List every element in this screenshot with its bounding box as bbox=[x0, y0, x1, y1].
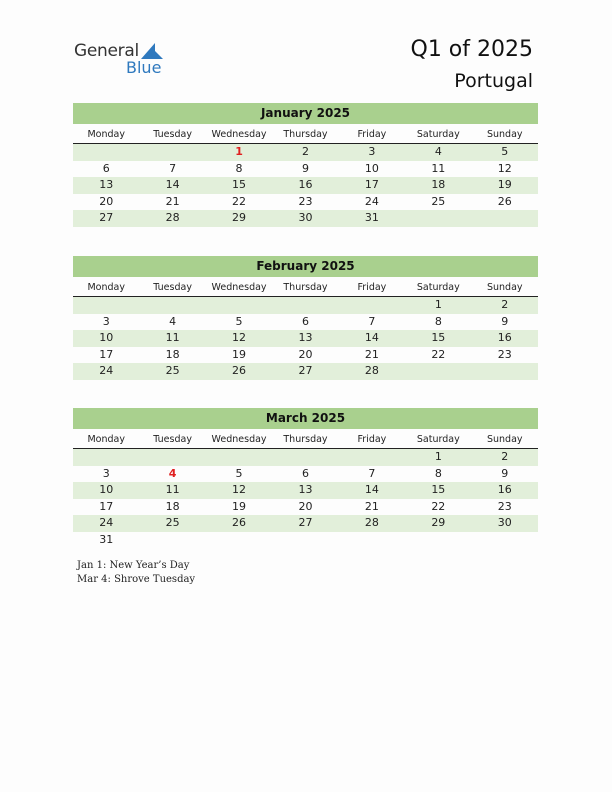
week-row bbox=[73, 532, 538, 549]
day-cell bbox=[139, 144, 205, 161]
week-row bbox=[73, 314, 538, 331]
day-cell: 10 bbox=[364, 161, 379, 175]
day-cell: 10 bbox=[99, 483, 114, 497]
day-cell: 1 bbox=[434, 298, 442, 311]
day-cell bbox=[472, 363, 538, 380]
day-cell bbox=[73, 144, 139, 161]
day-cell: 22 bbox=[431, 499, 446, 513]
day-cell bbox=[206, 449, 272, 466]
day-cell: 2 bbox=[501, 298, 509, 311]
month-title: February 2025 bbox=[73, 256, 538, 277]
day-cell bbox=[339, 449, 405, 466]
week-row bbox=[73, 194, 538, 211]
day-cell: 29 bbox=[431, 516, 446, 530]
weekday-header-row bbox=[73, 280, 538, 297]
weekday-label: Thursday bbox=[283, 434, 328, 445]
day-cell: 15 bbox=[431, 331, 446, 345]
weekday-label: Sunday bbox=[486, 129, 523, 140]
logo-text-blue: Blue bbox=[126, 58, 162, 77]
weekday-label: Monday bbox=[87, 282, 125, 293]
day-cell: 30 bbox=[298, 211, 313, 225]
weekday-label: Tuesday bbox=[153, 282, 192, 293]
month-calendar-january bbox=[73, 103, 538, 227]
day-cell bbox=[272, 532, 338, 549]
week-row bbox=[73, 161, 538, 178]
day-cell: 7 bbox=[169, 161, 177, 175]
day-cell bbox=[272, 449, 338, 466]
weekday-label: Thursday bbox=[283, 282, 328, 293]
day-cell: 17 bbox=[99, 347, 114, 361]
week-row bbox=[73, 449, 538, 466]
day-cell: 27 bbox=[99, 211, 114, 225]
day-cell: 8 bbox=[434, 314, 442, 328]
day-cell: 17 bbox=[364, 178, 379, 192]
day-cell: 21 bbox=[165, 194, 180, 208]
week-row bbox=[73, 144, 538, 161]
day-cell: 14 bbox=[364, 331, 379, 345]
week-row bbox=[73, 466, 538, 483]
day-cell: 18 bbox=[165, 499, 180, 513]
weekday-label: Thursday bbox=[283, 129, 328, 140]
day-cell: 9 bbox=[301, 161, 309, 175]
day-cell: 14 bbox=[364, 483, 379, 497]
weekday-label: Saturday bbox=[416, 282, 460, 293]
country-name: Portugal bbox=[454, 70, 533, 92]
day-cell: 11 bbox=[165, 331, 180, 345]
day-cell: 10 bbox=[99, 331, 114, 345]
day-cell: 18 bbox=[165, 347, 180, 361]
day-cell: 2 bbox=[301, 145, 309, 158]
weekday-label: Tuesday bbox=[153, 129, 192, 140]
week-row bbox=[73, 499, 538, 516]
holiday-note: Jan 1: New Year’s Day bbox=[77, 560, 190, 571]
day-cell: 25 bbox=[431, 194, 446, 208]
day-cell: 20 bbox=[298, 347, 313, 361]
week-row bbox=[73, 515, 538, 532]
day-cell: 13 bbox=[298, 331, 313, 345]
day-cell bbox=[272, 297, 338, 314]
day-cell: 21 bbox=[364, 499, 379, 513]
day-cell: 6 bbox=[301, 314, 309, 328]
day-cell: 4 bbox=[168, 466, 177, 480]
day-cell: 4 bbox=[169, 314, 177, 328]
day-cell: 25 bbox=[165, 516, 180, 530]
day-cell: 28 bbox=[364, 516, 379, 530]
day-cell: 6 bbox=[102, 161, 110, 175]
week-row bbox=[73, 297, 538, 314]
week-row bbox=[73, 210, 538, 227]
week-row bbox=[73, 482, 538, 499]
day-cell: 13 bbox=[298, 483, 313, 497]
weekday-label: Wednesday bbox=[211, 434, 267, 445]
generalblue-logo bbox=[74, 41, 174, 81]
day-cell: 19 bbox=[232, 499, 247, 513]
day-cell: 16 bbox=[497, 331, 512, 345]
day-cell bbox=[206, 297, 272, 314]
day-cell: 18 bbox=[431, 178, 446, 192]
day-cell: 11 bbox=[431, 161, 446, 175]
day-cell: 24 bbox=[99, 516, 114, 530]
day-cell: 22 bbox=[431, 347, 446, 361]
weekday-label: Monday bbox=[87, 129, 125, 140]
day-cell: 5 bbox=[501, 145, 509, 158]
day-cell: 31 bbox=[364, 211, 379, 225]
weekday-label: Sunday bbox=[486, 282, 523, 293]
day-cell: 25 bbox=[165, 364, 180, 378]
day-cell: 2 bbox=[501, 450, 509, 463]
day-cell: 24 bbox=[364, 194, 379, 208]
day-cell bbox=[139, 297, 205, 314]
week-row bbox=[73, 363, 538, 380]
day-cell: 13 bbox=[99, 178, 114, 192]
day-cell: 15 bbox=[431, 483, 446, 497]
logo-text-general: General bbox=[74, 41, 139, 61]
day-cell bbox=[339, 297, 405, 314]
weekday-label: Friday bbox=[357, 129, 387, 140]
weekday-label: Wednesday bbox=[211, 129, 267, 140]
day-cell: 28 bbox=[165, 211, 180, 225]
day-cell: 3 bbox=[102, 314, 110, 328]
day-cell bbox=[139, 449, 205, 466]
day-cell bbox=[339, 532, 405, 549]
day-cell: 5 bbox=[235, 314, 243, 328]
day-cell: 11 bbox=[165, 483, 180, 497]
day-cell: 20 bbox=[99, 194, 114, 208]
day-cell: 12 bbox=[232, 331, 247, 345]
week-row bbox=[73, 347, 538, 364]
weekday-label: Friday bbox=[357, 434, 387, 445]
weekday-label: Sunday bbox=[486, 434, 523, 445]
day-cell: 4 bbox=[434, 145, 442, 158]
month-title: January 2025 bbox=[73, 103, 538, 124]
day-cell: 23 bbox=[298, 194, 313, 208]
month-calendar-february bbox=[73, 256, 538, 380]
day-cell: 31 bbox=[99, 532, 114, 546]
weekday-label: Monday bbox=[87, 434, 125, 445]
weekday-label: Saturday bbox=[416, 129, 460, 140]
day-cell: 5 bbox=[235, 466, 243, 480]
day-cell: 1 bbox=[235, 145, 243, 158]
day-cell bbox=[405, 532, 471, 549]
day-cell: 16 bbox=[298, 178, 313, 192]
day-cell bbox=[73, 297, 139, 314]
day-cell: 12 bbox=[232, 483, 247, 497]
day-cell: 23 bbox=[497, 499, 512, 513]
day-cell: 29 bbox=[232, 211, 247, 225]
day-cell: 22 bbox=[232, 194, 247, 208]
weekday-label: Saturday bbox=[416, 434, 460, 445]
month-title: March 2025 bbox=[73, 408, 538, 429]
day-cell: 19 bbox=[232, 347, 247, 361]
weekday-label: Friday bbox=[357, 282, 387, 293]
day-cell: 17 bbox=[99, 499, 114, 513]
day-cell: 20 bbox=[298, 499, 313, 513]
day-cell: 24 bbox=[99, 364, 114, 378]
day-cell: 3 bbox=[102, 466, 110, 480]
day-cell: 26 bbox=[232, 364, 247, 378]
day-cell bbox=[139, 532, 205, 549]
day-cell: 7 bbox=[368, 466, 376, 480]
holiday-note: Mar 4: Shrove Tuesday bbox=[77, 574, 196, 585]
day-cell: 8 bbox=[235, 161, 243, 175]
day-cell: 12 bbox=[497, 161, 512, 175]
day-cell: 19 bbox=[497, 178, 512, 192]
day-cell: 16 bbox=[497, 483, 512, 497]
day-cell: 6 bbox=[301, 466, 309, 480]
logo-flag-icon bbox=[141, 43, 163, 59]
weekday-header-row bbox=[73, 432, 538, 449]
day-cell: 1 bbox=[434, 450, 442, 463]
day-cell: 26 bbox=[497, 194, 512, 208]
week-row bbox=[73, 330, 538, 347]
month-calendar-march bbox=[73, 408, 538, 549]
day-cell: 7 bbox=[368, 314, 376, 328]
day-cell bbox=[472, 210, 538, 227]
day-cell bbox=[206, 532, 272, 549]
weekday-header-row bbox=[73, 127, 538, 144]
day-cell: 30 bbox=[497, 516, 512, 530]
day-cell: 14 bbox=[165, 178, 180, 192]
day-cell bbox=[405, 363, 471, 380]
week-row bbox=[73, 177, 538, 194]
day-cell: 26 bbox=[232, 516, 247, 530]
holiday-notes bbox=[77, 559, 195, 587]
day-cell: 27 bbox=[298, 364, 313, 378]
day-cell: 21 bbox=[364, 347, 379, 361]
day-cell bbox=[405, 210, 471, 227]
day-cell: 3 bbox=[368, 145, 376, 158]
day-cell: 23 bbox=[497, 347, 512, 361]
day-cell: 8 bbox=[434, 466, 442, 480]
day-cell bbox=[472, 532, 538, 549]
day-cell: 9 bbox=[501, 314, 509, 328]
day-cell: 27 bbox=[298, 516, 313, 530]
weekday-label: Tuesday bbox=[153, 434, 192, 445]
day-cell: 28 bbox=[364, 364, 379, 378]
day-cell: 9 bbox=[501, 466, 509, 480]
day-cell: 15 bbox=[232, 178, 247, 192]
weekday-label: Wednesday bbox=[211, 282, 267, 293]
page-title: Q1 of 2025 bbox=[410, 37, 533, 62]
day-cell bbox=[73, 449, 139, 466]
